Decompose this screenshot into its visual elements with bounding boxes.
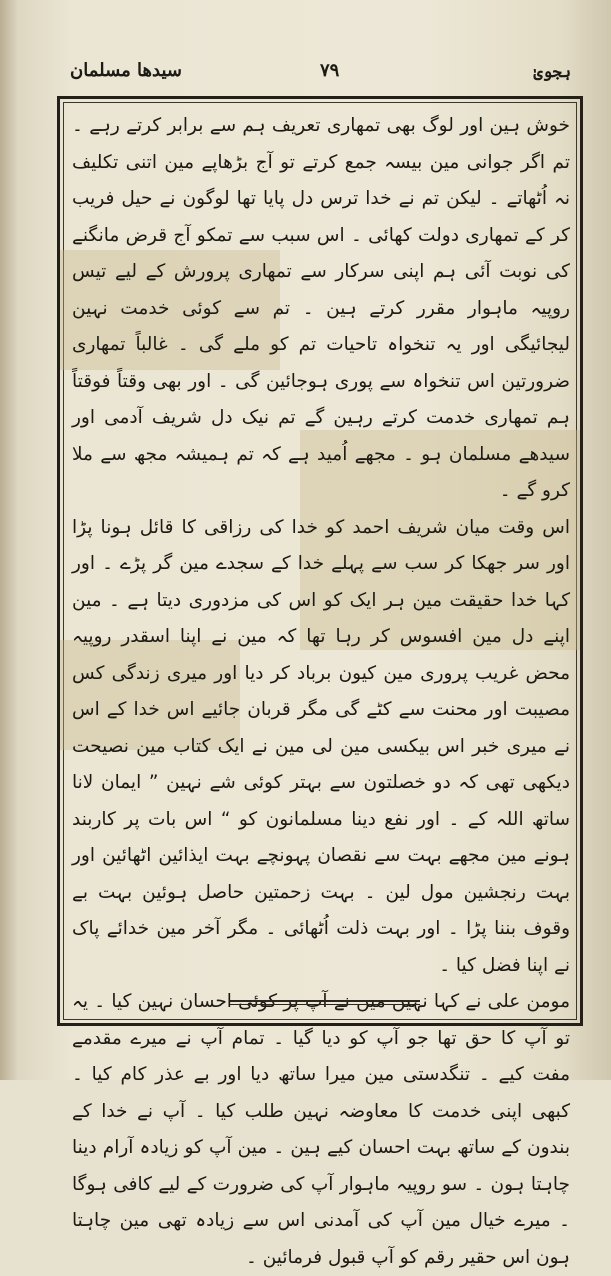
chapter-label: ہجویٰ — [533, 62, 571, 81]
paragraph-2: اس وقت میان شریف احمد کو خدا کی رزاقی کا قائل ہونا پڑا اور سر جھکا کر سب سے پہلے خدا کے سجدے مین گر پڑے ۔ اور کہا خدا حقیقت مین ہر ایک کو اس کی مزدوری دیتا ہے ۔ مین اپنے دل مین افسوس کر رہا تھا کہ مین نے اپنا اسقدر روپیہ محض غریب پروری مین کیون برباد کر دیا اور میری زندگی کس مصیبت اور محنت سے کٹے گی مگر قربان جائیے اس خدا کے اس نے میری خبر اس بیکسی مین لی مین نے ایک کتاب مین نصیحت دیکھی تھی کہ دو خصلتون سے بہتر کوئی شے نہین ” ایمان لانا ساتھ اللہ کے ۔ اور نفع دینا مسلمانون کو “ اس بات پر کاربند ہونے مین مجھے بہت سے نقصان پہونچے بہت ایذائین اٹھائین اور بہت رنجشین مول لین ۔ بہت زحمتین حاصل ہوئین بہت بے وقوف بننا پڑا ۔ اور بہت ذلت اُٹھائی ۔ مگر آخر مین خدائے پاک نے اپنا فضل کیا ۔ — [72, 516, 570, 976]
page-number: ۷۹ — [320, 60, 340, 81]
page-binding-edge — [0, 0, 18, 1080]
end-rule-divider — [230, 1000, 420, 1005]
paragraph-1: خوش ہین اور لوگ بھی تمھاری تعریف ہم سے برابر کرتے رہے ۔ تم اگر جوانی مین بیسہ جمع کرتے تو آج بڑھاپے مین اتنی تکلیف نہ اُٹھاتے ۔ لیکن تم نے خدا ترس دل پایا تھا لوگون نے حیل فریب کر کے تمھاری دولت کھائی ۔ اس سبب سے تمکو آج قرض مانگنے کی نوبت آئی ہم اپنی سرکار سے تمھاری پرورش کے لیے تیس روپیہ ماہوار مقرر کرتے ہین ۔ تم سے کوئی خدمت نہین لیجائیگی اور یہ تنخواہ تاحیات تم کو ملے گی ۔ غالباً تمھاری ضرورتین اس تنخواہ سے پوری ہوجائین گی ۔ اور بھی وقتاً فوقتاً ہم تمھاری خدمت کرتے رہین گے تم نیک دل شریف آدمی اور سیدھے مسلمان ہو ۔ مجھے اُمید ہے کہ تم ہمیشہ مجھ سے ملا کرو گے ۔ — [72, 115, 570, 501]
running-title: سیدھا مسلمان — [70, 60, 182, 81]
paragraph-3: مومن علی نے کہا نہین مین نے آپ پر کوئی احسان نہین کیا ۔ یہ تو آپ کا حق تھا جو آپ کو دیا گیا ۔ تمام آپ نے میرے مقدمے مفت کیے ۔ تنگدستی مین میرا ساتھ دیا اور بے عذر کام کیا ۔ کبھی اپنی خدمت کا معاوضہ نہین طلب کیا ۔ آپ نے خدا کے بندون کے ساتھ بہت احسان کیے ہین ۔ مین آپ کو زیادہ آرام دینا چاہتا ہون ۔ سو روپیہ ماہوار آپ کی ضرورت کے لیے کافی ہوگا ۔ میرے خیال مین آپ کی آمدنی اس سے زیادہ تھی مین چاہتا ہون اس حقیر رقم کو آپ قبول فرمائین ۔ — [72, 991, 570, 1268]
page-header — [70, 60, 571, 92]
body-text — [72, 108, 570, 1268]
